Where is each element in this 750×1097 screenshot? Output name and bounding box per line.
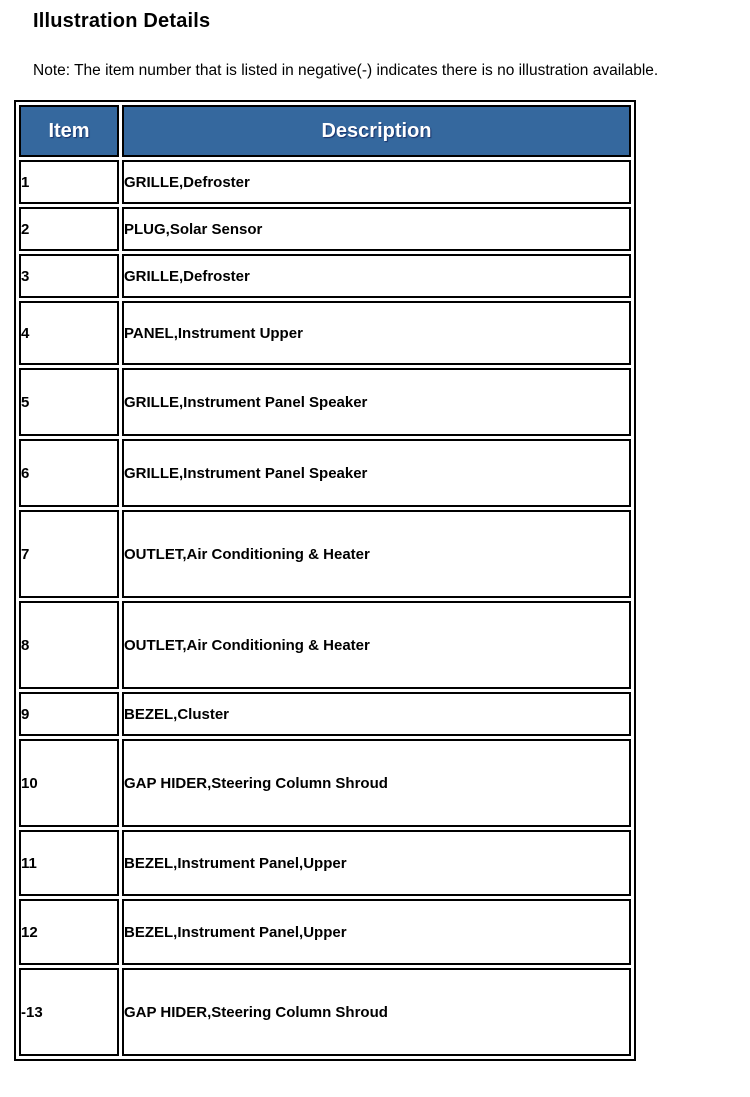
description-cell: OUTLET,Air Conditioning & Heater <box>122 510 631 598</box>
table-row <box>19 968 631 1056</box>
description-column-header: Description <box>122 105 631 157</box>
description-cell: GRILLE,Defroster <box>122 160 631 204</box>
description-cell: PANEL,Instrument Upper <box>122 301 631 365</box>
item-cell: 1 <box>19 160 119 204</box>
item-cell: 6 <box>19 439 119 507</box>
description-cell: GAP HIDER,Steering Column Shroud <box>122 968 631 1056</box>
table-row <box>19 601 631 689</box>
description-cell: BEZEL,Instrument Panel,Upper <box>122 899 631 965</box>
note-text: Note: The item number that is listed in negative(-) indicates there is no illustration available. <box>33 62 659 79</box>
item-cell: 10 <box>19 739 119 827</box>
item-cell: 8 <box>19 601 119 689</box>
table-row <box>19 692 631 736</box>
description-cell: GRILLE,Defroster <box>122 254 631 298</box>
table-row <box>19 739 631 827</box>
item-cell: 11 <box>19 830 119 896</box>
table-row <box>19 254 631 298</box>
item-cell: 12 <box>19 899 119 965</box>
description-cell: BEZEL,Instrument Panel,Upper <box>122 830 631 896</box>
item-cell: 3 <box>19 254 119 298</box>
page-title: Illustration Details <box>33 10 211 32</box>
table-row <box>19 439 631 507</box>
item-cell: 5 <box>19 368 119 436</box>
table-row <box>19 830 631 896</box>
table-row <box>19 899 631 965</box>
item-column-header: Item <box>19 105 119 157</box>
description-cell: BEZEL,Cluster <box>122 692 631 736</box>
table-header-row <box>19 105 631 157</box>
item-cell: 4 <box>19 301 119 365</box>
description-cell: PLUG,Solar Sensor <box>122 207 631 251</box>
description-cell: GRILLE,Instrument Panel Speaker <box>122 368 631 436</box>
table-row <box>19 368 631 436</box>
item-cell: 7 <box>19 510 119 598</box>
illustration-details-table <box>14 100 636 1061</box>
table-row <box>19 301 631 365</box>
item-cell: 9 <box>19 692 119 736</box>
table-row <box>19 510 631 598</box>
description-cell: GAP HIDER,Steering Column Shroud <box>122 739 631 827</box>
item-cell: 2 <box>19 207 119 251</box>
description-cell: OUTLET,Air Conditioning & Heater <box>122 601 631 689</box>
description-cell: GRILLE,Instrument Panel Speaker <box>122 439 631 507</box>
table-row <box>19 207 631 251</box>
item-cell: -13 <box>19 968 119 1056</box>
table-row <box>19 160 631 204</box>
